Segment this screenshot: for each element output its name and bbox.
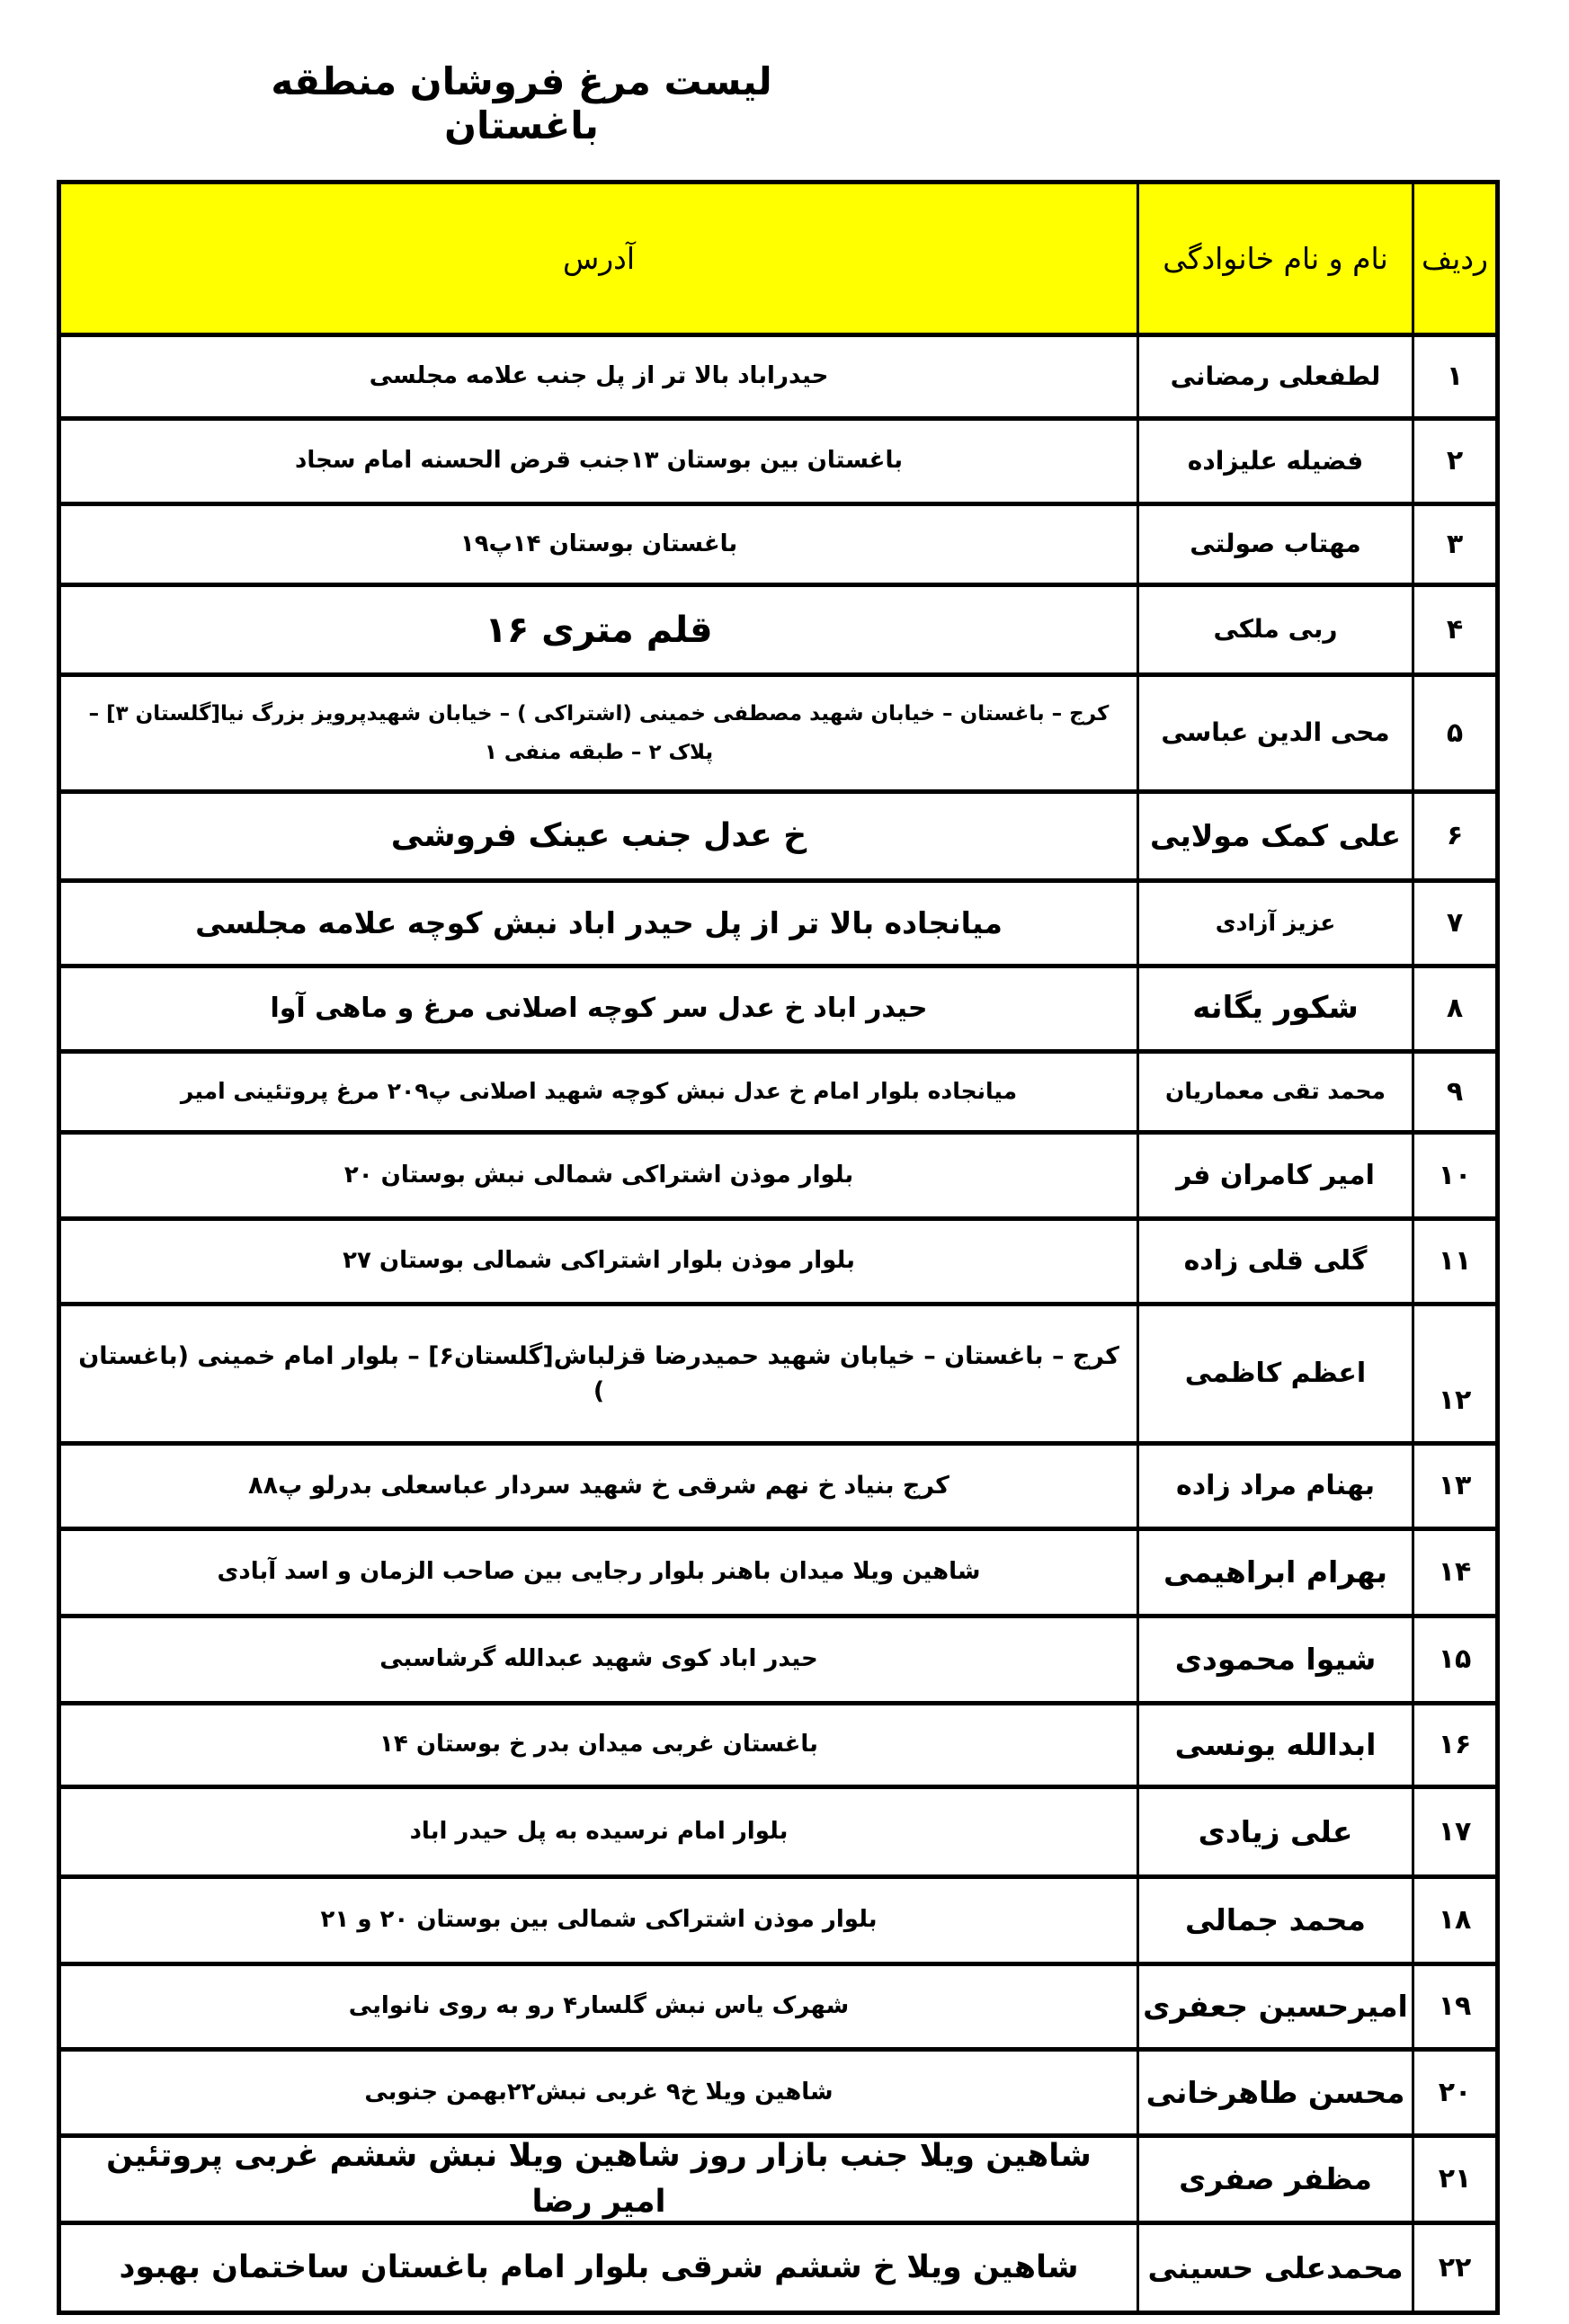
row-number: ۱۴ (1412, 1531, 1495, 1614)
seller-name: محی الدین عباسی (1137, 677, 1412, 789)
seller-address: میانجاده بلوار امام خ عدل نبش کوچه شهید اصلانی پ۲۰۹ مرغ پروتئینی امیر (180, 1078, 1018, 1105)
row-number: ۲۱ (1412, 2138, 1495, 2221)
seller-name: محمد جمالی (1137, 1879, 1412, 1962)
seller-address: میانجاده بالا تر از پل حیدر اباد نبش کوچه علامه مجلسی (195, 905, 1003, 941)
seller-name: شکور یگانه (1137, 968, 1412, 1049)
seller-name: محمد تقی معماریان (1137, 1054, 1412, 1130)
table-row (61, 1966, 1495, 2052)
seller-address: حیدر اباد کوی شهید عبدالله گرشاسبی (379, 1645, 818, 1673)
seller-address: باغستان غربی میدان بدر خ بوستان ۱۴ (379, 1731, 818, 1759)
table-row (61, 506, 1495, 587)
table-row (61, 1531, 1495, 1618)
row-number: ۱۰ (1412, 1135, 1495, 1216)
seller-address: حیدر اباد خ عدل سر کوچه اصلانی مرغ و ماهی آوا (270, 993, 928, 1025)
seller-address: شاهین ویلا خ۹ غربی نبش۲۲بهمن جنوبی (364, 2078, 834, 2106)
seller-name: مهتاب صولتی (1137, 506, 1412, 583)
seller-address: بلوار موذن اشتراکی شمالی نبش بوستان ۲۰ (343, 1161, 854, 1189)
table-row (61, 677, 1495, 794)
row-number: ۱۹ (1412, 1966, 1495, 2047)
seller-address: باغستان بوستان ۱۴پ۱۹ (459, 530, 738, 557)
row-number: ۳ (1412, 506, 1495, 583)
row-number: ۱۸ (1412, 1879, 1495, 1962)
seller-name: گلی قلی زاده (1137, 1221, 1412, 1302)
seller-name: شیوا محمودی (1137, 1618, 1412, 1701)
seller-name: عزیز آزادی (1137, 883, 1412, 964)
row-number: ۶ (1412, 794, 1495, 878)
table-row (61, 587, 1495, 677)
table-row (61, 2225, 1495, 2311)
seller-name: مظفر صفری (1137, 2138, 1412, 2221)
seller-address: قلم متری ۱۶ (485, 609, 713, 651)
table-row (61, 1789, 1495, 1879)
row-number: ۱۵ (1412, 1618, 1495, 1701)
row-number: ۱۳ (1412, 1446, 1495, 1527)
row-number: ۹ (1412, 1054, 1495, 1130)
seller-address: بلوار موذن اشتراکی شمالی بین بوستان ۲۰ و ۲۱ (320, 1906, 878, 1934)
seller-name: ربی ملکی (1137, 587, 1412, 672)
seller-name: اعظم کاظمی (1137, 1306, 1412, 1441)
table-row (61, 1446, 1495, 1531)
seller-name: لطفعلی رمضانی (1137, 337, 1412, 416)
row-number: ۲ (1412, 421, 1495, 502)
seller-name: محمدعلی حسینی (1137, 2225, 1412, 2311)
table-row (61, 968, 1495, 1054)
table-row (61, 1306, 1495, 1446)
seller-name: بهنام مراد زاده (1137, 1446, 1412, 1527)
row-number: ۲۲ (1412, 2225, 1495, 2311)
sellers-table (57, 180, 1500, 2315)
seller-address: کرج – باغستان – خیابان شهید حمیدرضا قزلباش[گلستان۶] – بلوار امام خمینی (باغستان ) (78, 1341, 1119, 1405)
row-number: ۱ (1412, 337, 1495, 416)
seller-name: بهرام ابراهیمی (1137, 1531, 1412, 1614)
table-row (61, 883, 1495, 968)
seller-name: علی زیادی (1137, 1789, 1412, 1874)
header-address: آدرس (562, 240, 636, 276)
row-number: ۲۰ (1412, 2052, 1495, 2133)
seller-name: ابدالله یونسی (1137, 1705, 1412, 1785)
seller-address: شاهین ویلا میدان باهنر بلوار رجایی بین صاحب الزمان و اسد آبادی (217, 1558, 981, 1586)
seller-address: باغستان بین بوستان ۱۳جنب قرض الحسنه امام سجاد (295, 447, 903, 475)
seller-address: خ عدل جنب عینک فروشی (390, 816, 807, 854)
table-row (61, 1879, 1495, 1966)
table-row (61, 1221, 1495, 1306)
seller-address: بلوار موذن بلوار اشتراکی شمالی بوستان ۲۷ (343, 1247, 855, 1275)
table-row (61, 1618, 1495, 1705)
header-name: نام و نام خانوادگی (1137, 184, 1412, 333)
seller-address: شهرک یاس نبش گلسار۴ رو به روی نانوایی (348, 1992, 850, 2020)
seller-name: امیرحسین جعفری (1137, 1966, 1412, 2047)
row-number: ۴ (1412, 587, 1495, 672)
page-title: لیست مرغ فروشان منطقه باغستان (271, 59, 772, 147)
seller-name: محسن طاهرخانی (1137, 2052, 1412, 2133)
table-row (61, 2052, 1495, 2138)
seller-address: حیدراباد بالا تر از پل جنب علامه مجلسی (369, 362, 829, 390)
seller-address: شاهین ویلا خ ششم شرقی بلوار امام باغستان ساختمان بهبود (119, 2249, 1079, 2286)
table-row (61, 337, 1495, 421)
row-number: ۱۶ (1412, 1705, 1495, 1785)
table-row (61, 794, 1495, 883)
row-number: ۱۲ (1412, 1306, 1495, 1441)
table-row (61, 1705, 1495, 1789)
row-number: ۷ (1412, 883, 1495, 964)
seller-address: کرج بنیاد خ نهم شرقی خ شهید سردار عباسعلی بدرلو پ۸۸ (248, 1472, 949, 1500)
table-header-row (61, 184, 1495, 337)
seller-name: علی کمک مولایی (1137, 794, 1412, 878)
row-number: ۱۱ (1412, 1221, 1495, 1302)
table-row (61, 421, 1495, 506)
table-row (61, 1054, 1495, 1135)
seller-address: کرج – باغستان – خیابان شهید مصطفی خمینی (اشتراکی ) – خیابان شهیدپرویز بزرگ نیا[گلستان ۳] – پلاک ۲ – طبقه منفی ۱ (88, 701, 1110, 764)
seller-address: شاهین ویلا جنب بازار روز شاهین ویلا نبش ششم غربی پروتئین امیر رضا (106, 2138, 1092, 2220)
header-row-number: ردیف (1412, 184, 1495, 333)
seller-name: فضیله علیزاده (1137, 421, 1412, 502)
row-number: ۱۷ (1412, 1789, 1495, 1874)
row-number: ۵ (1412, 677, 1495, 789)
row-number: ۸ (1412, 968, 1495, 1049)
table-row (61, 2138, 1495, 2225)
seller-address: بلوار امام نرسیده به پل حیدر اباد (409, 1817, 789, 1845)
seller-name: امیر کامران فر (1137, 1135, 1412, 1216)
table-row (61, 1135, 1495, 1221)
